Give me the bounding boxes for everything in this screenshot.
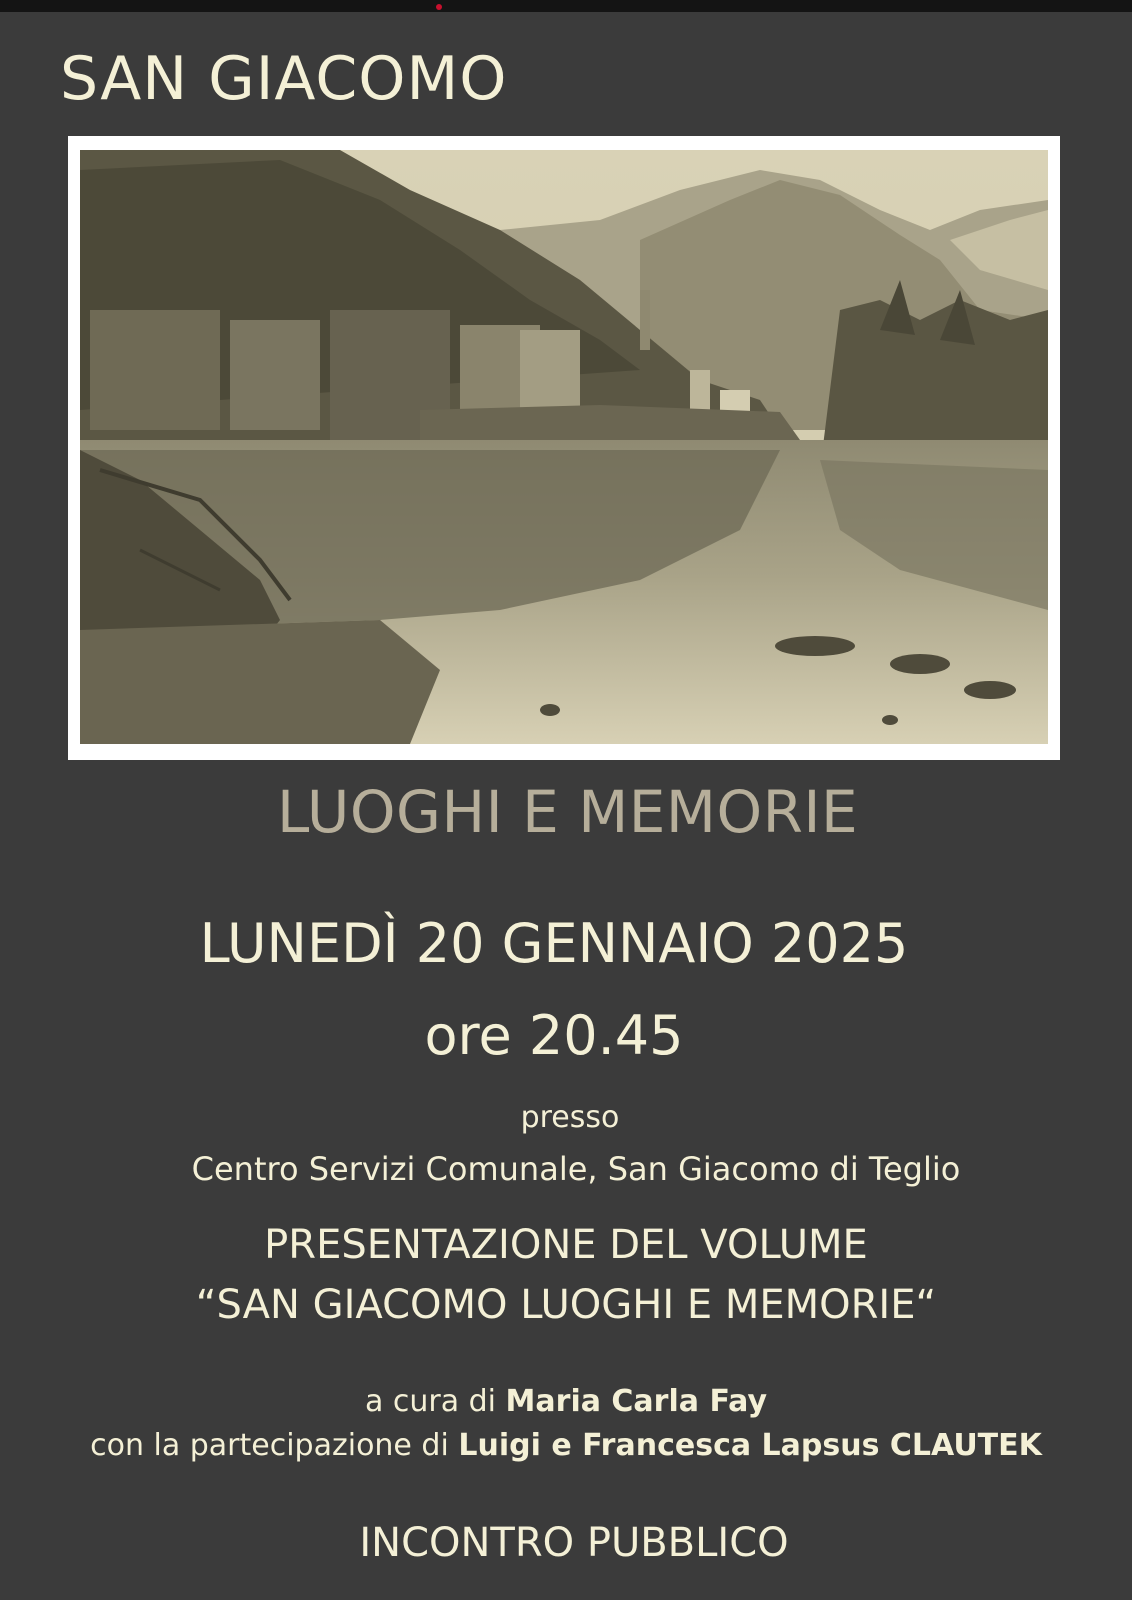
presso-label: presso: [520, 1100, 620, 1135]
poster-title: SAN GIACOMO: [60, 44, 508, 114]
red-dot-icon: [436, 4, 442, 10]
poster-subtitle: LUOGHI E MEMORIE: [277, 778, 859, 846]
book-title: “SAN GIACOMO LUOGHI E MEMORIE“: [195, 1282, 937, 1328]
event-venue: Centro Servizi Comunale, San Giacomo di Teglio: [191, 1150, 961, 1188]
event-type: INCONTRO PUBBLICO: [359, 1520, 789, 1566]
curator-name: Maria Carla Fay: [505, 1384, 768, 1419]
event-date: LUNEDÌ 20 GENNAIO 2025: [199, 912, 909, 975]
top-bar: [0, 0, 1132, 12]
participation-label: con la partecipazione di: [90, 1428, 449, 1463]
participation-line: [0, 1428, 1132, 1463]
river-village-photo: [80, 150, 1048, 744]
curated-by-line: [0, 1384, 1132, 1419]
historic-photo-frame: [68, 136, 1060, 760]
presentation-heading: PRESENTAZIONE DEL VOLUME: [264, 1222, 868, 1268]
event-time: ore 20.45: [424, 1004, 684, 1067]
curated-by-label: a cura di: [364, 1384, 496, 1419]
participant-names: Luigi e Francesca Lapsus CLAUTEK: [458, 1428, 1042, 1463]
